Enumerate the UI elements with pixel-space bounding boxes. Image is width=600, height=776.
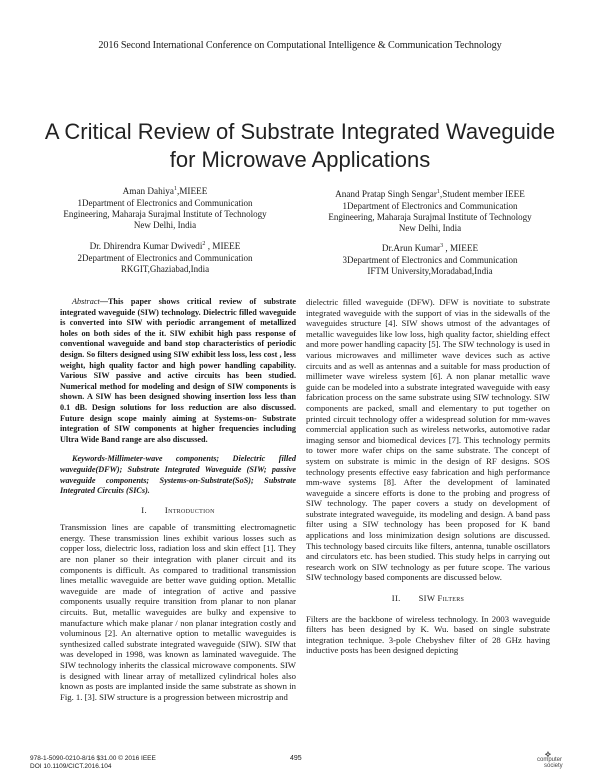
conference-header: 2016 Second International Conference on Computational Intelligence & Communication Technology: [98, 40, 502, 51]
abstract-label: Abstract: [72, 297, 100, 306]
footer-publication-info: [30, 755, 156, 771]
author-dept: 1Department of Electronics and Communication: [77, 198, 253, 209]
computer-society-logo-text: computer society: [537, 757, 563, 769]
title-line-1: A Critical Review of Substrate Integrated Waveguide: [44, 119, 556, 144]
footer-doi: DOI 10.1109/CICT.2016.104: [30, 763, 112, 770]
page-number: 495: [290, 755, 302, 762]
computer-society-logo-icon: ⟡: [545, 749, 551, 759]
paper-title: [40, 118, 560, 174]
intro-paragraph: Transmission lines are capable of transmitting electromagnetic energy. These transmission lines exhibit various losses such as copper loss, dielectric loss, radiation loss and skin effect [1]. They are non planer so their integration with planer circuit and its components is difficult. As compared to traditional transmission lines metallic waveguide are better wave guiding option. Metallic waveguide are made of integration of active and passive components usually require transition from planar to non planar circuits. But, metallic waveguides are bulky and expensive to manufacture which make planar / non planar integration costly and voluminous [2]. An alternative option to metallic waveguides is synthesized called substrate integrated waveguide (SIW). SIW that was developed in 1998, was known as laminated waveguide. The SIW technology inherits the classical microwave components. SIW is designed with linear array of metallized cylindrical holes also known as posts are implanted inside the same substrate as shown in Fig. 1. [3]. SIW structure is a progression between microstrip and: [60, 522, 296, 702]
author-inst: Engineering, Maharaja Surajmal Institute of Technology: [328, 212, 532, 223]
abstract-text: —This paper shows critical review of substrate integrated waveguide (SIW) technology. Dielectric filled waveguide is converted into SIW with periodic arrangement of metallized holes on both sides of the it. SIW exhibit high pass response of conventional waveguide and band stop characteristics of periodic design. So filters designed using SIW exhibit less loss, less cost , less weight, high quality factor and high power handling capability. Various SIW passive and active circuits has been studied. Numerical method for modeling and design of SIW components is shown. A SIW has been designed showing insertion loss less than 0.1 dB. Design solutions for loss reduction are also discussed. Future design scope mainly aiming at Systems-on- Substrate integration of SIW components at higher frequencies including Ultra Wide Band range are also discussed.: [60, 297, 296, 444]
keywords: Keywords-Millimeter-wave components; Dielectric filled waveguide(DFW); Substrate Integrated Waveguide (SIW; passive waveguide components; Systems-on-Substrate(SoS); Substrate Integrated Circuits (SICs).: [60, 454, 296, 496]
author-inst: IFTM University,Moradabad,India: [367, 266, 493, 277]
section-heading-siw-filters: II. SIW Filters: [391, 593, 465, 604]
author-dept: 3Department of Electronics and Communication: [342, 255, 518, 266]
author-inst: RKGIT,Ghaziabad,India: [120, 264, 210, 275]
author-block-2: [300, 187, 560, 234]
title-line-2: for Microwave Applications: [169, 147, 431, 172]
author-name: Anand Pratap Singh Sengar$^1$,Student member IEEE: [335, 189, 525, 200]
author-dept: 1Department of Electronics and Communication: [342, 201, 518, 212]
author-name: Dr. Dhirendra Kumar Dwivedi$^2$ , MIEEE: [89, 241, 241, 252]
author-name: Aman Dahiya$^1$,MIEEE: [122, 186, 208, 197]
author-inst: Engineering, Maharaja Surajmal Institute of Technology: [63, 209, 267, 220]
intro-paragraph-continued: dielectric filled waveguide (DFW). DFW is novitiate to substrate integrated waveguide with the support of vias in the sidewalls of the waveguides structure [4]. SIW shows utmost of the advantages of metallic waveguides like low loss, high quality factor, shielding effect and more power handling capacity [5]. The SIW technology is used in various microwaves and millimeter wave devices such as active circuits and as well as antennas and a suitable for mass production of millimeter wave wireless system [6]. A non planar metallic wave guide can be modeled into a substrate integrated waveguide with easy fabrication process on the same substrate using SIW technology. SIW components are packed, small and elementary to put together on printed circuit technology offer a widespread solution for mm-waves commercial application such as wireless networks, automotive radar imaging sensor and biomedical devices [7]. This technology permits to tower more wafer chips on the same substrate. The concept of system on substrate is mimic in the design of RF designs. SOS technology presents effective easy fabrication and high performance mm-wave systems [8]. After the development of laminated waveguide a sincere efforts is done to the probing and progress of SIW technology. The paper covers a study on development of substrate integrated waveguide, its modeling and design. A band pass filter using a SIW technology has been proposed for K band applications and loss minimization design solutions are discussed. This technology based circuits like filters, antenna, tunable oscillators and circulators etc. has been studied. This study helps in carrying out research work on SIW technology as per future scope. The various SIW technology based components are discussed below.: [306, 297, 550, 583]
author-city: New Delhi, India: [398, 223, 462, 234]
left-column: [60, 297, 296, 702]
filters-paragraph: Filters are the backbone of wireless technology. In 2003 waveguide filters has been designed by K. Wu. based on single substrate integration technique. 3-pole Chebyshev filter of 28 GHz having inductive posts has been designed depicting: [306, 613, 550, 656]
computer-society-logo: [527, 749, 575, 771]
author-name: Dr.Arun Kumar$^3$ , MIEEE: [381, 243, 479, 254]
section-heading-introduction: I. Introduction: [141, 504, 215, 515]
right-column: [306, 297, 550, 656]
author-block-1: [40, 184, 290, 231]
author-dept: 2Department of Electronics and Communication: [77, 253, 253, 264]
author-block-4: [300, 241, 560, 277]
footer-isbn: 978-1-5090-0210-8/16 $31.00 © 2016 IEEE: [30, 755, 156, 762]
abstract: [60, 297, 296, 445]
author-block-3: [40, 239, 290, 275]
author-city: New Delhi, India: [133, 220, 197, 231]
